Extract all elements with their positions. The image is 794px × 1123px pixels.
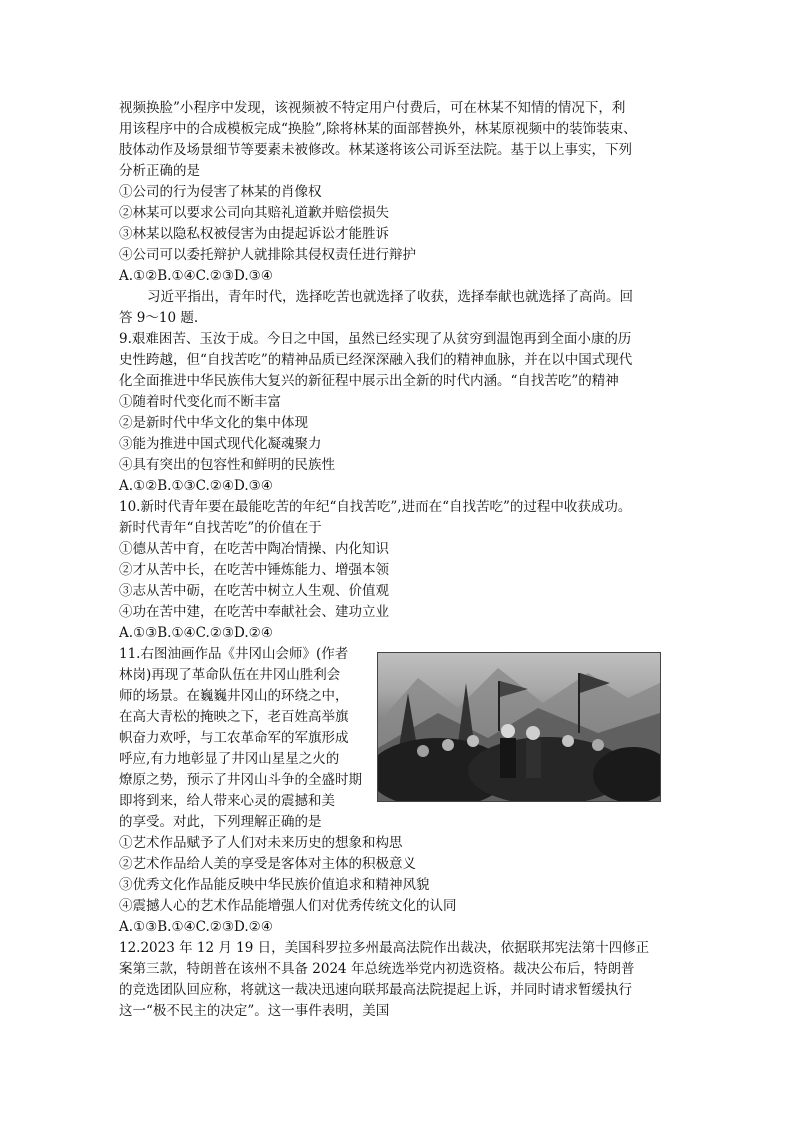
text-line: 新时代青年“自找苦吃”的价值在于 [119,520,322,536]
text-line: 分析正确的是 [119,163,200,179]
option-line: ③能为推进中国式现代化凝魂聚力 [119,436,322,452]
text-line: 史性跨越，但“自找苦吃”的精神品质已经深深融入我们的精神血脉，并在以中国式现代 [119,352,633,368]
text-line: 答 9～10 题. [119,310,199,326]
option-line: ④震撼人心的艺术作品能增强人们对优秀传统文化的认同 [119,898,457,914]
answer-choices: A.①②B.①④C.②③D.③④ [119,268,273,284]
answer-choices: A.①②B.①③C.②④D.③④ [119,478,273,494]
option-line: ①随着时代变化而不断丰富 [119,394,281,410]
text-line: 习近平指出，青年时代，选择吃苦也就选择了收获，选择奉献也就选择了高尚。回 [147,289,633,305]
text-line: 肢体动作及场景细节等要素未被修改。林某遂将该公司诉至法院。基于以上事实，下列 [119,142,632,158]
option-line: ③林某以隐私权被侵害为由提起诉讼才能胜诉 [119,226,389,242]
option-line: ①德从苦中育，在吃苦中陶冶情操、内化知识 [119,541,389,557]
option-line: ①艺术作品赋予了人们对未来历史的想象和构思 [119,835,403,851]
text-line: 的享受。对此，下列理解正确的是 [119,814,322,830]
question-9: 9.艰难困苦、玉汝于成。今日之中国，虽然已经实现了从贫穷到温饱再到全面小康的历 [119,331,632,347]
text-line: 呼应,有力地彰显了井冈山星星之火的 [119,751,340,767]
question-11: 11.右图油画作品《井冈山会师》(作者 [119,646,349,662]
text-line: 师的场景。在巍巍井冈山的环绕之中， [119,688,349,704]
option-line: ②是新时代中华文化的集中体现 [119,415,308,431]
option-line: ③优秀文化作品能反映中华民族价值追求和精神风貌 [119,877,430,893]
answer-choices: A.①③B.①④C.②③D.②④ [119,625,273,641]
text-line: 帜奋力欢呼，与工农革命军的军旗形成 [119,730,349,746]
text-line: 的竞选团队回应称，将就这一裁决迅速向联邦最高法院提起上诉，并同时请求暂缓执行 [119,982,632,998]
text-line: 即将到来，给人带来心灵的震撼和美 [119,793,335,809]
option-line: ②艺术作品给人美的享受是客体对主体的积极意义 [119,856,416,872]
option-line: ②才从苦中长，在吃苦中锤炼能力、增强本领 [119,562,389,578]
text-line: 视频换脸”小程序中发现，该视频被不特定用户付费后，可在林某不知情的情况下，利 [119,100,626,116]
text-line: 燎原之势，预示了井冈山斗争的全盛时期 [119,772,362,788]
oil-painting-image [377,652,661,802]
answer-choices: A.①③B.①④C.②③D.②④ [119,919,273,935]
text-line: 案第三款，特朗普在该州不具备 2024 年总统选举党内初选资格。裁决公布后，特朗普 [119,961,635,977]
text-line: 林岗)再现了革命队伍在井冈山胜利会 [119,667,341,683]
text-line: 化全面推进中华民族伟大复兴的新征程中展示出全新的时代内涵。“自找苦吃”的精神 [119,373,619,389]
option-line: ④功在苦中建，在吃苦中奉献社会、建功立业 [119,604,389,620]
option-line: ④公司可以委托辩护人就排除其侵权责任进行辩护 [119,247,416,263]
option-line: ②林某可以要求公司向其赔礼道歉并赔偿损失 [119,205,389,221]
question-10: 10.新时代青年要在最能吃苦的年纪“自找苦吃”,进而在“自找苦吃”的过程中收获成功。 [119,499,632,515]
question-12: 12.2023 年 12 月 19 日，美国科罗拉多州最高法院作出裁决，依据联邦宪法第十四修正 [119,940,650,956]
option-line: ④具有突出的包容性和鲜明的民族性 [119,457,335,473]
text-line: 用该程序中的合成模板完成“换脸”,除将林某的面部替换外，林某原视频中的装饰装束、 [119,121,637,137]
painting-scene [378,653,660,801]
option-line: ①公司的行为侵害了林某的肖像权 [119,184,322,200]
option-line: ③志从苦中砺，在吃苦中树立人生观、价值观 [119,583,389,599]
text-line: 这一“极不民主的决定”。这一事件表明，美国 [119,1003,390,1019]
text-line: 在高大青松的掩映之下，老百姓高举旗 [119,709,349,725]
